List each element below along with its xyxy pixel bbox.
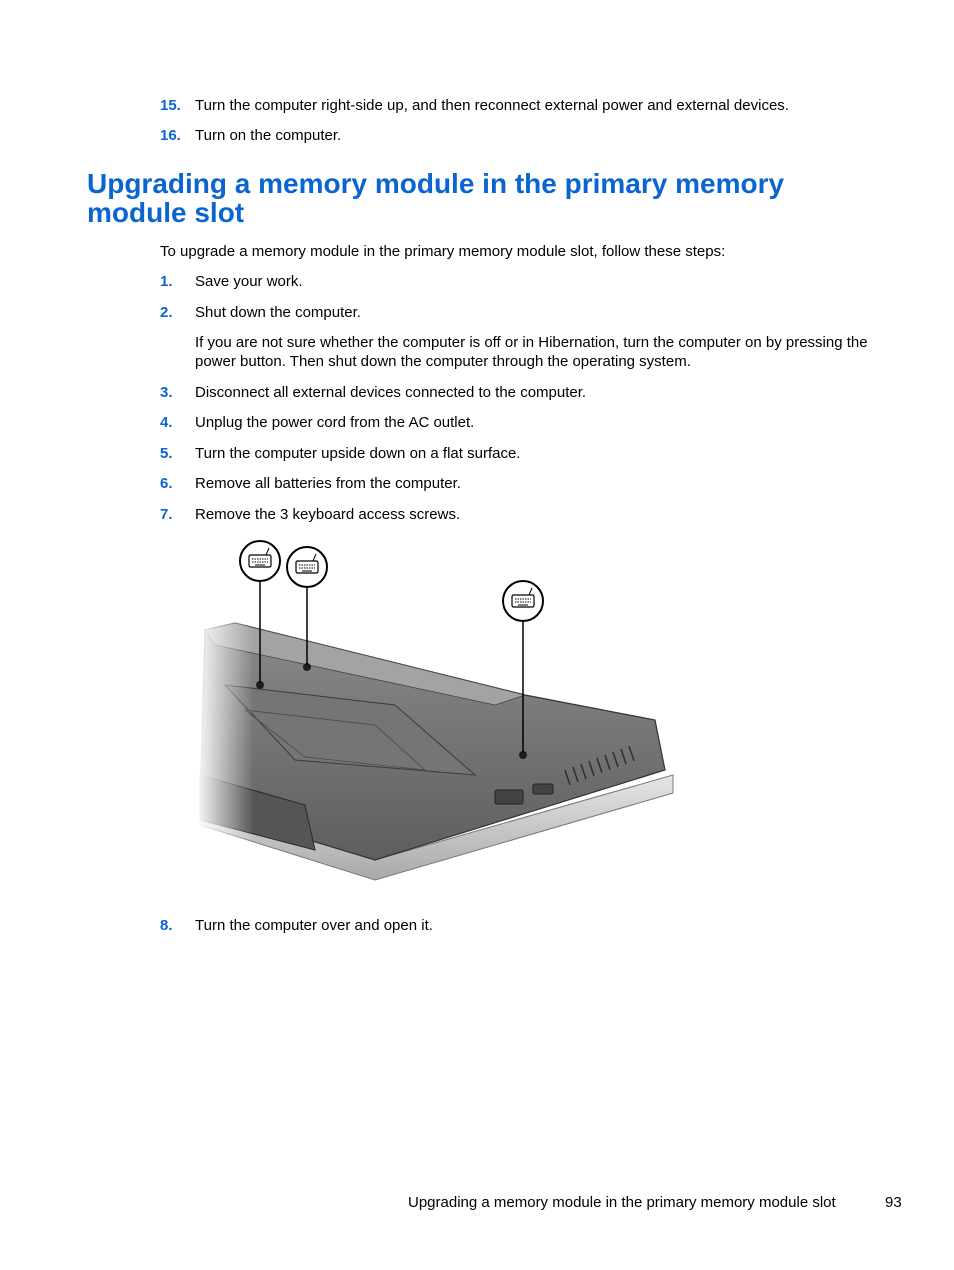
section-heading: Upgrading a memory module in the primary memory module slot	[87, 168, 785, 228]
step-number: 16.	[160, 127, 181, 144]
step-text: Save your work.	[195, 273, 303, 290]
step-text: Shut down the computer.	[195, 304, 361, 321]
step-2-note: If you are not sure whether the computer is off or in Hibernation, turn the computer on by pressing the power button. Then shut down the computer through the operating system.	[195, 334, 868, 370]
step-number: 5.	[160, 445, 173, 462]
laptop-illustration	[195, 535, 685, 900]
left-fade	[195, 615, 685, 900]
page-number: 93	[885, 1194, 902, 1211]
step-text: Remove the 3 keyboard access screws.	[195, 506, 461, 523]
step-text: Turn the computer over and open it.	[195, 917, 433, 934]
step-number: 7.	[160, 506, 173, 523]
step-number: 3.	[160, 384, 173, 401]
step-text: Unplug the power cord from the AC outlet.	[195, 414, 475, 431]
step-number: 4.	[160, 414, 173, 431]
keyboard-icon	[287, 547, 327, 587]
step-text: Turn on the computer.	[195, 127, 342, 144]
step-text: Turn the computer right-side up, and then reconnect external power and external devices.	[195, 97, 789, 114]
keyboard-icon	[503, 581, 543, 621]
step-number: 1.	[160, 273, 173, 290]
section-intro: To upgrade a memory module in the primary memory module slot, follow these steps:	[160, 243, 726, 260]
keyboard-icon	[240, 541, 280, 581]
step-number: 8.	[160, 917, 173, 934]
step-number: 15.	[160, 97, 181, 114]
step-text: Remove all batteries from the computer.	[195, 475, 461, 492]
laptop-underside-figure	[195, 535, 685, 900]
footer-running-title: Upgrading a memory module in the primary memory module slot	[408, 1194, 836, 1211]
step-text: Disconnect all external devices connected to the computer.	[195, 384, 587, 401]
step-number: 6.	[160, 475, 173, 492]
step-text: Turn the computer upside down on a flat surface.	[195, 445, 521, 462]
step-number: 2.	[160, 304, 173, 321]
